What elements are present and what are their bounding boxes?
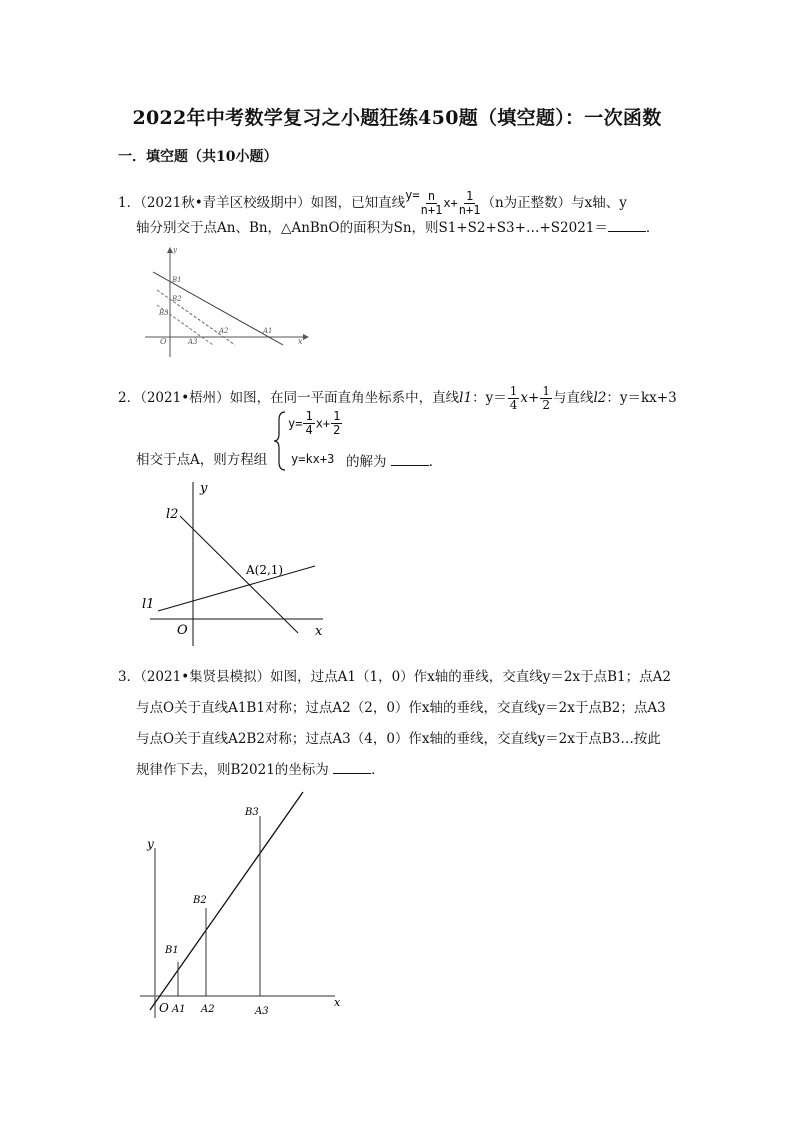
- q3-label-x: x: [334, 996, 341, 1009]
- q2-frac1-den: 4: [509, 398, 518, 412]
- q2-sys-frac2-den: 2: [333, 423, 341, 437]
- q2-eq2: ：y＝kx+3: [606, 390, 677, 406]
- q2-frac2: [540, 385, 552, 412]
- q1-frac2-den: n+1: [458, 203, 481, 217]
- q1-number: 1．: [118, 195, 141, 211]
- q2-line1: [118, 385, 677, 412]
- q1-answer-blank[interactable]: [608, 219, 646, 232]
- q1-source: （2021秋•青羊区校级期中）如图，已知直线: [140, 195, 406, 211]
- q1-frac1: [421, 190, 443, 217]
- q3-line-y2x: [150, 792, 303, 1010]
- q2-system-eq1: [288, 410, 343, 437]
- q3-label-B3: B3: [245, 807, 259, 818]
- q2-label-A: A(2,1): [246, 563, 284, 577]
- q3-label-A2: A2: [201, 1004, 215, 1015]
- q2-l1: l1: [459, 390, 473, 406]
- q1-frac1-den: n+1: [420, 203, 443, 217]
- q2-sys-frac1-num: 1: [305, 409, 313, 423]
- q1-x-arrow: [303, 334, 309, 340]
- q2-figure: [140, 478, 335, 648]
- q1-cond: （n为正整数）与x轴、y: [481, 195, 627, 211]
- q1-line2: [136, 218, 659, 238]
- q3-label-A1: A1: [172, 1004, 186, 1015]
- q3-line3: [136, 729, 661, 749]
- q2-label-O: O: [177, 623, 188, 638]
- q2-sys-frac2-num: 1: [333, 409, 341, 423]
- q3-label-B2: B2: [193, 895, 207, 906]
- q2-answer-blank[interactable]: [391, 453, 429, 466]
- q2-frac1: [508, 385, 520, 412]
- q2-sys-frac1: [303, 410, 314, 437]
- q2-brace-path: [274, 412, 285, 470]
- q1-frac2-num: 1: [465, 189, 474, 203]
- q1-frac2: [459, 190, 481, 217]
- q2-label-l1: l1: [142, 597, 155, 612]
- q1-eq-y: y=: [405, 188, 420, 202]
- q2-line2-end-text: 的解为: [346, 454, 387, 470]
- q3-label-A3: A3: [255, 1006, 269, 1017]
- q3-text1: （2021•集贤县模拟）如图，过点A1（1，0）作x轴的垂线，交直线y＝2x于点B1；点A2: [140, 669, 671, 685]
- q3-end: ．: [371, 762, 385, 778]
- q3-label-y: y: [147, 837, 154, 851]
- q2-eq1-pre: ：y＝: [472, 390, 507, 406]
- q3-line2: [136, 698, 666, 718]
- q3-text3: 与点O关于直线A2B2对称；过点A3（4，0）作x轴的垂线，交直线y＝2x于点B3…按此: [136, 731, 661, 747]
- q2-line2: [136, 450, 267, 470]
- page-title: 2022年中考数学复习之小题狂练450题（填空题）：一次函数: [132, 107, 662, 129]
- q1-label-A3: A3: [188, 338, 198, 346]
- q1-label-B2: B2: [172, 295, 182, 303]
- q1-end: ．: [645, 220, 660, 236]
- q2-label-l2: l2: [166, 507, 179, 522]
- q2-l2: l2: [593, 390, 607, 406]
- q3-label-O: O: [159, 1001, 169, 1015]
- q2-number: 2．: [118, 390, 141, 406]
- q2-sys1-x: x+: [315, 416, 331, 431]
- q2-system-brace: [273, 410, 287, 472]
- section-heading: 一．填空题（共10小题）: [118, 149, 278, 165]
- q3-number: 3．: [118, 669, 141, 685]
- q1-label-A1: A1: [263, 327, 273, 335]
- q2-eq1-x: x+: [520, 390, 540, 406]
- q2-sys1-pre: y=: [288, 416, 303, 431]
- q1-frac1-num: n: [427, 189, 436, 203]
- q2-system-eq2: y=kx+3: [291, 452, 335, 466]
- q2-mid: 与直线: [552, 390, 594, 406]
- q3-line1: [118, 667, 671, 687]
- q2-label-y: y: [200, 481, 208, 496]
- q1-line2-text: 轴分别交于点An、Bn，△AnBnO的面积为Sn，则S1+S2+S3+…+S2021＝: [136, 220, 608, 236]
- q2-line2-end: [346, 452, 442, 472]
- q1-eq-x: x+: [443, 196, 458, 210]
- q2-text1: （2021•梧州）如图，在同一平面直角坐标系中，直线: [140, 390, 460, 406]
- q1-label-B1: B1: [172, 276, 182, 284]
- q2-sys-frac2: [331, 410, 342, 437]
- q2-frac2-num: 1: [542, 384, 550, 398]
- q2-text2: 相交于点A，则方程组: [136, 452, 268, 468]
- q1-label-x: x: [298, 337, 303, 346]
- q2-sys-frac1-den: 4: [305, 423, 313, 437]
- q3-line4: [136, 760, 385, 780]
- q2-line-l1: [158, 566, 315, 611]
- q3-answer-blank[interactable]: [333, 761, 371, 774]
- q2-label-x: x: [315, 624, 323, 639]
- q1-line1: [118, 185, 627, 217]
- q1-label-O: O: [160, 337, 167, 346]
- q3-label-B1: B1: [165, 945, 179, 956]
- q2-end: ．: [428, 454, 443, 470]
- q1-label-y: y: [173, 246, 177, 254]
- q3-text2: 与点O关于直线A1B1对称；过点A2（2，0）作x轴的垂线，交直线y＝2x于点B2；点A3: [136, 700, 666, 716]
- q3-figure: [135, 790, 350, 1020]
- q1-figure: [135, 245, 310, 360]
- q3-text4: 规律作下去，则B2021的坐标为: [136, 762, 329, 778]
- q1-label-A2: A2: [219, 327, 229, 335]
- q2-frac1-num: 1: [509, 384, 518, 398]
- q1-label-B3: B3: [159, 309, 169, 317]
- q2-frac2-den: 2: [542, 398, 550, 412]
